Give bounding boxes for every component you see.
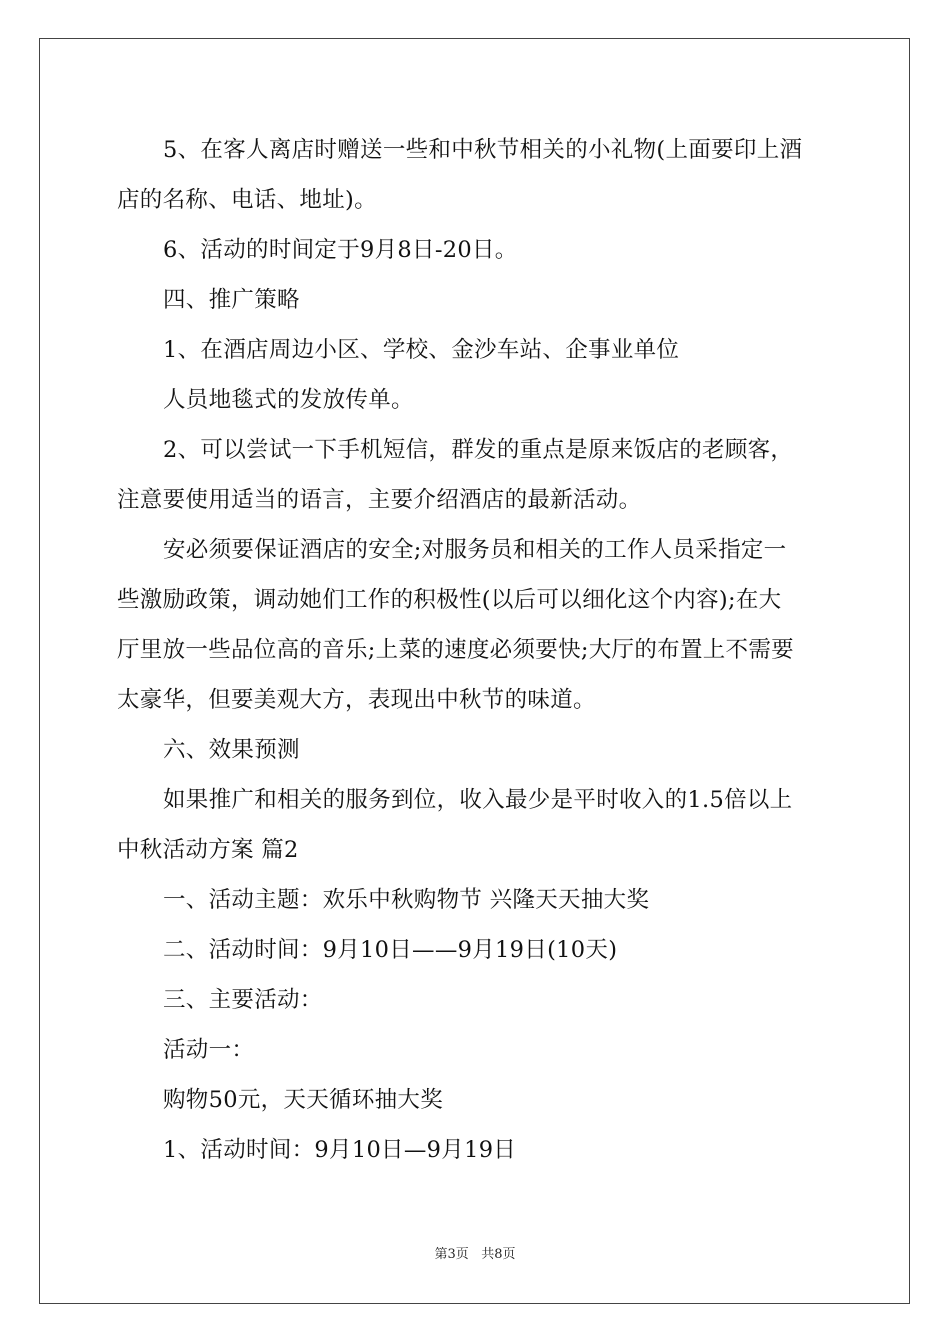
text-line: 如果推广和相关的服务到位，收入最少是平时收入的1.5倍以上 [163, 787, 793, 813]
text-line: 注意要使用适当的语言，主要介绍酒店的最新活动。 [117, 487, 642, 513]
section-heading: 三、主要活动： [163, 987, 323, 1013]
text-line: 太豪华，但要美观大方，表现出中秋节的味道。 [117, 687, 596, 713]
text-line: 安必须要保证酒店的安全;对服务员和相关的工作人员采指定一 [163, 537, 787, 563]
text-line: 购物50元，天天循环抽大奖 [163, 1087, 444, 1113]
text-line: 店的名称、电话、地址)。 [117, 187, 377, 213]
text-line: 活动一： [163, 1037, 255, 1063]
text-line: 6、活动的时间定于9月8日-20日。 [163, 237, 518, 263]
page-number: 第3页 [434, 1247, 469, 1262]
text-line: 2、可以尝试一下手机短信，群发的重点是原来饭店的老顾客， [163, 437, 794, 463]
text-line: 1、在酒店周边小区、学校、金沙车站、企事业单位 [163, 337, 680, 363]
text-line: 一、活动主题：欢乐中秋购物节 兴隆天天抽大奖 [163, 887, 650, 913]
text-line: 厅里放一些品位高的音乐;上菜的速度必须要快;大厅的布置上不需要 [117, 637, 794, 663]
text-line: 1、活动时间：9月10日—9月19日 [163, 1137, 517, 1163]
section-heading: 四、推广策略 [163, 287, 300, 313]
text-line: 人员地毯式的发放传单。 [163, 387, 414, 413]
text-line: 些激励政策，调动她们工作的积极性(以后可以细化这个内容);在大 [117, 587, 782, 613]
text-line: 二、活动时间：9月10日——9月19日(10天) [163, 937, 618, 963]
document-body [117, 125, 837, 1175]
article-title: 中秋活动方案 篇2 [117, 837, 299, 863]
section-heading: 六、效果预测 [163, 737, 300, 763]
page-footer [0, 1243, 950, 1262]
total-pages: 共8页 [481, 1247, 516, 1262]
text-line: 5、在客人离店时赠送一些和中秋节相关的小礼物(上面要印上酒 [163, 137, 803, 163]
